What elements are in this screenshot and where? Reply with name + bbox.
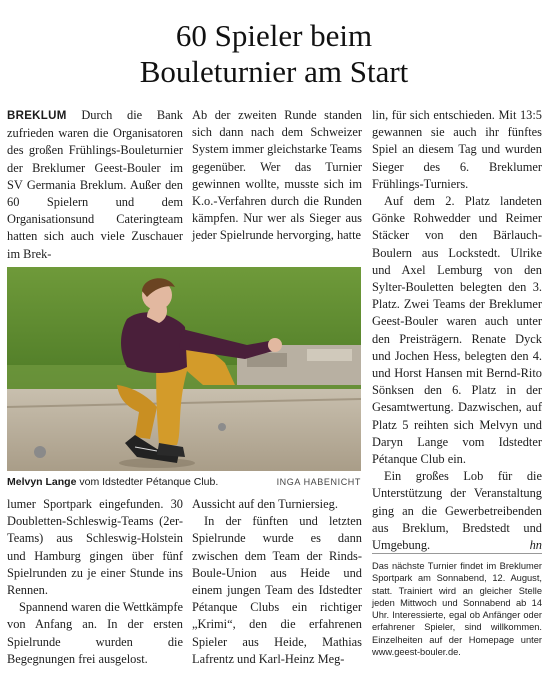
article-column-1 (7, 107, 183, 263)
article-col1-bottom-p2: Spannend waren die Wettkämpfe von Anfang an. In der ersten Spielrunde wurden die Begegnungen frei ausgelost. (7, 600, 183, 666)
photo-credit: INGA HABENICHT (276, 477, 361, 487)
boule-player-photo (7, 267, 361, 471)
article-column-2-bottom (192, 496, 362, 668)
author-signature: hn (529, 538, 542, 553)
headline-line-1: 60 Spieler beim (175, 18, 373, 53)
article-col1-text: Durch die Bank zufrieden waren die Organisatoren des großen Frühlings-Bouleturnier der Breklumer Geest-Bouler im SV Germania Breklum. Außer den 60 Spielern und dem Organisationsund Cateringteam hatten sich auch viele Zuschauer im Brek- (7, 108, 183, 261)
caption-text: vom Idstedter Pétanque Club. (76, 476, 219, 488)
dateline: BREKLUM (7, 110, 67, 122)
photo-caption (7, 475, 361, 489)
info-box: Das nächste Turnier findet im Breklumer Sportpark am Sonnabend, 12. August, statt. Trainiert wird an gleicher Stelle jeden Mittwoch und Sonnabend ab 14 Uhr. Interessierte, egal ob Anfänger oder erfahrener Spieler, sind willkommen. Einzelheiten auf der Homepage unter www.geest-bouler.de. (372, 561, 542, 658)
caption-name: Melvyn Lange (7, 476, 77, 488)
article-col3-p1: lin, für sich entschieden. Mit 13:5 gewannen sie auch ihr fünftes Spiel an diesem Tag und wurden Sieger des 6. Breklumer Frühlings-Turniers. (372, 108, 542, 191)
article-column-3 (372, 107, 542, 554)
article-photo (7, 267, 361, 471)
headline-line-2: Bouleturnier am Start (139, 54, 409, 89)
article-col2-text: Ab der zweiten Runde standen sich dann nach dem Schweizer System immer gleichstarke Teams gegenüber. Wer das Turnier gewinnen wollte, musste sich im K.o.-Verfahren durch die Runden kämpfen. Nur wer als Sieger aus jeder Spielrunde hervorging, hatte (192, 108, 362, 243)
article-col3-p2: Auf dem 2. Platz landeten Gönke Rohwedder und Reimer Stäcker von den Bärlauch-Boulern aus Lockstedt. Ulrike und Axel Lemburg von den Sylter-Bouletten belegten den 3. Platz. Zwei Teams der Breklumer Geest-Bouler waren auch unter den Preisträgern. Renate Dyck und Jochen Hess, belegten den 4. und Horst Hansen mit Bernd-Rito Sönksen den 6. Platz in der Gesamtwertung. Dazwischen, auf Platz 5 reihten sich Melvyn und Daryn Lange vom Idstedter Pétanque Club ein. (372, 194, 542, 467)
article-column-1-bottom (7, 496, 183, 668)
article-col3-p3: Ein großes Lob für die Unterstützung der Veranstaltung ging an die Gewerbetreibenden aus Breklum, Bredstedt und Umgebung. (372, 469, 542, 553)
article-column-2 (192, 107, 362, 245)
article-col1-bottom-p1: lumer Sportpark eingefunden. 30 Doubletten-Schleswig-Teams (2er-Teams) aus Schleswig-Holstein und Hamburg gingen über fünf Spielrunden zu je einer Stunde ins Rennen. (7, 497, 183, 598)
article-col2-bottom-p1: Aussicht auf den Turniersieg. (192, 497, 338, 511)
infobox-divider (372, 553, 542, 554)
article-col2-bottom-p2: In der fünften und letzten Spielrunde wurde es dann zwischen dem Team der Rinds-Boule-Union aus Heide und einem jungen Team des Idstedter Pétanque Clubs ein richtiger „Krimi“, den die erfahrenen Spieler aus Heide, Mathias Lafrentz und Karl-Heinz Meg- (192, 514, 362, 666)
